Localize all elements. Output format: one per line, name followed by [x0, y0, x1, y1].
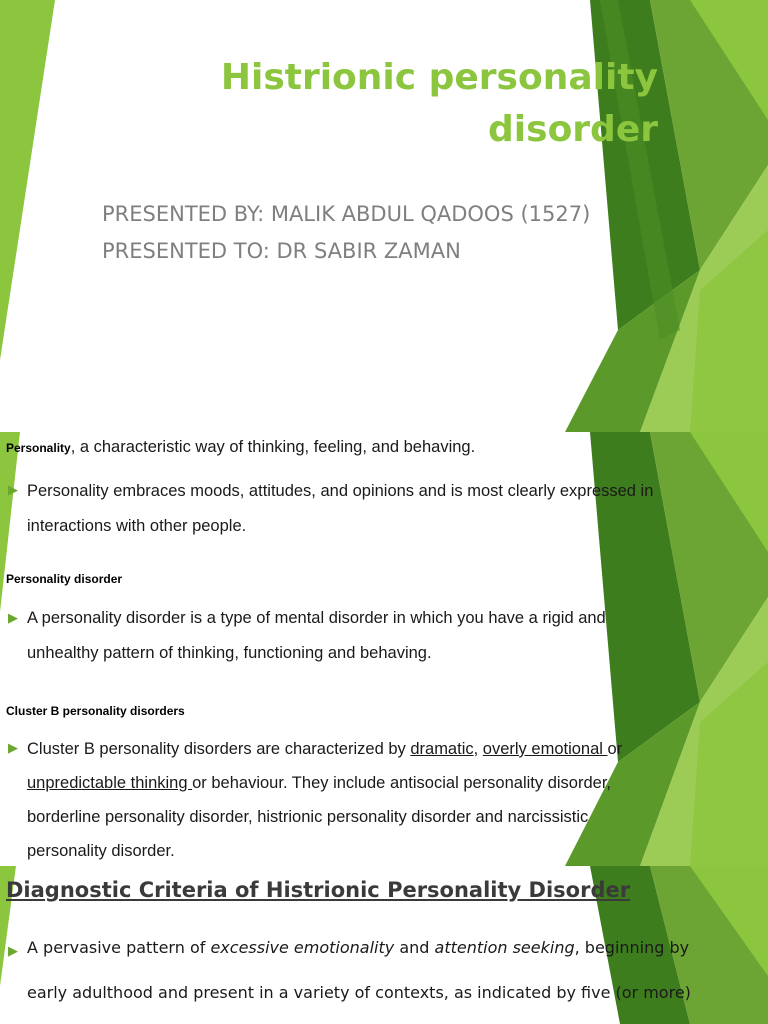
- definitions-slide: [0, 432, 768, 866]
- bullet-cluster-b: [27, 732, 622, 866]
- bullet-line: Personality embraces moods, attitudes, and opinions and is most clearly expressed in: [27, 482, 654, 500]
- triangle-bullet-icon: ▶: [8, 740, 18, 755]
- personality-def-text: , a characteristic way of thinking, feeling, and behaving.: [70, 438, 476, 456]
- personality-definition: [6, 438, 475, 457]
- bullet-line: unhealthy pattern of thinking, functioning and behaving.: [27, 644, 432, 662]
- bullet-line: Cluster B personality disorders are characterized by dramatic, overly emotional or: [27, 740, 623, 758]
- personality-disorder-heading: Personality disorder: [6, 572, 123, 586]
- personality-label: Personality: [6, 441, 71, 455]
- bullet-line: interactions with other people.: [27, 517, 247, 535]
- diagnostic-bullet: [27, 938, 691, 1002]
- overly-emotional-link: overly emotional: [482, 740, 608, 758]
- unpredictable-thinking-link: unpredictable thinking: [27, 774, 193, 792]
- bullet-line: early adulthood and present in a variety of contexts, as indicated by five (or more): [27, 983, 691, 1002]
- bullet-line: unpredictable thinking or behaviour. They include antisocial personality disorder,: [27, 774, 611, 792]
- bullet-line: personality disorder.: [27, 842, 175, 860]
- cluster-b-heading: Cluster B personality disorders: [6, 704, 185, 718]
- bullet-line: borderline personality disorder, histrionic personality disorder and narcissistic: [27, 808, 589, 826]
- title-slide: [0, 0, 768, 432]
- dramatic-link: dramatic: [410, 740, 474, 758]
- bullet-line: A personality disorder is a type of mental disorder in which you have a rigid and: [27, 609, 606, 627]
- triangle-bullet-icon: ▶: [8, 610, 18, 625]
- diagnostic-criteria-slide: [0, 866, 768, 1024]
- bullet-personality-disorder: [27, 601, 606, 671]
- presented-by: PRESENTED BY: MALIK ABDUL QADOOS (1527): [102, 202, 591, 226]
- bullet-personality: [27, 474, 653, 544]
- presented-to: PRESENTED TO: DR SABIR ZAMAN: [102, 239, 461, 263]
- slide-title: Histrionic personality disorder: [220, 57, 658, 150]
- triangle-bullet-icon: ▶: [8, 943, 18, 958]
- triangle-bullet-icon: ▶: [8, 482, 18, 497]
- diagnostic-title: Diagnostic Criteria of Histrionic Personality Disorder: [6, 878, 631, 902]
- bullet-line: A pervasive pattern of excessive emotionality and attention seeking, beginning by: [27, 938, 690, 957]
